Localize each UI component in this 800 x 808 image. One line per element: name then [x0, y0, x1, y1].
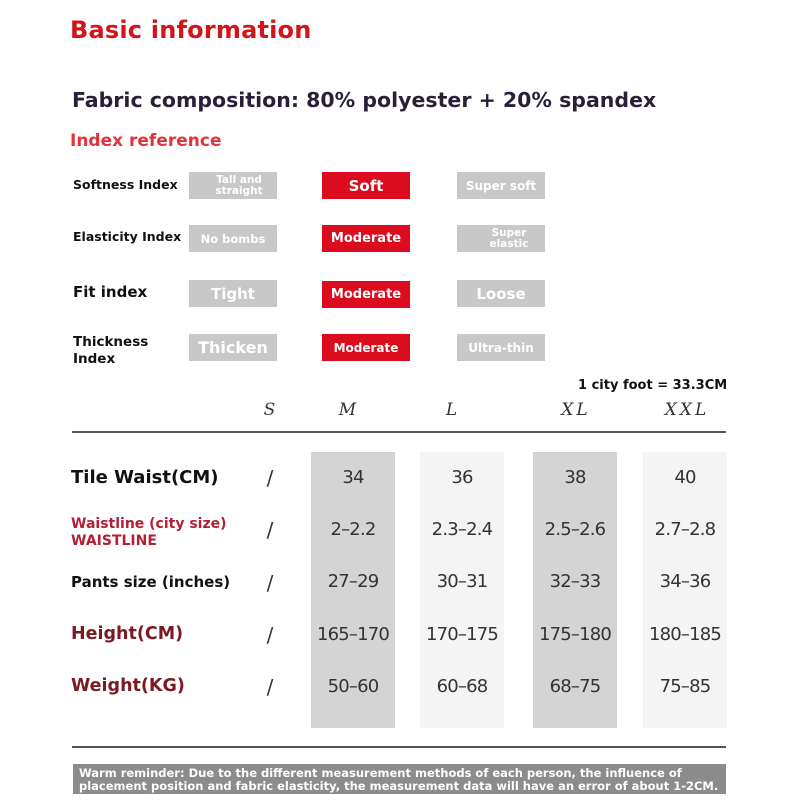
cell-l: 60–68: [436, 676, 488, 697]
elasticity-index-label: Elasticity Index: [73, 229, 182, 244]
thickness-low: Thicken: [189, 334, 277, 361]
elasticity-high: Super elastic: [457, 225, 545, 252]
index-reference-title: Index reference: [70, 131, 222, 151]
size-header-m: M: [338, 400, 360, 420]
row-label-pants-size: Pants size (inches): [71, 573, 231, 591]
fit-low: Tight: [189, 280, 277, 307]
row-label-waistline: [71, 516, 227, 550]
table-top-rule: [72, 431, 726, 433]
waistline-label: Waistline (city size): [71, 516, 227, 532]
row-label-tile-waist: Tile Waist(CM): [71, 467, 219, 488]
softness-mid: Soft: [322, 172, 410, 199]
cell-xl: 175–180: [538, 624, 612, 645]
cell-m: 27–29: [327, 571, 379, 592]
fit-high: Loose: [457, 280, 545, 307]
size-header-xl: XL: [561, 400, 591, 420]
cell-xxl: 2.7–2.8: [654, 519, 716, 540]
cell-xl: 68–75: [549, 676, 601, 697]
cell-s: /: [266, 623, 274, 647]
size-header-s: S: [263, 400, 279, 420]
row-label-weight: Weight(KG): [71, 676, 185, 696]
cell-l: 170–175: [425, 624, 499, 645]
cell-m: 2–2.2: [330, 519, 376, 540]
fit-mid: Moderate: [322, 281, 410, 308]
softness-low: Tall and straight: [189, 172, 277, 199]
cell-s: /: [266, 518, 274, 542]
cell-s: /: [266, 675, 274, 699]
cell-xxl: 34–36: [659, 571, 711, 592]
cell-m: 165–170: [316, 624, 390, 645]
cell-l: 2.3–2.4: [431, 519, 493, 540]
cell-xl: 38: [564, 467, 586, 488]
table-bottom-rule: [72, 746, 726, 748]
page-title: Basic information: [70, 16, 312, 44]
thickness-index-label: Thickness Index: [73, 334, 149, 367]
elasticity-mid: Moderate: [322, 225, 410, 252]
softness-index-label: Softness Index: [73, 177, 178, 192]
fit-index-label: Fit index: [73, 283, 148, 301]
cell-l: 30–31: [436, 571, 488, 592]
thickness-mid: Moderate: [322, 334, 410, 361]
unit-note: 1 city foot = 33.3CM: [578, 378, 728, 393]
row-label-height: Height(CM): [71, 624, 184, 644]
cell-xxl: 40: [674, 467, 696, 488]
waistline-label-caps: WAISTLINE: [71, 533, 157, 549]
cell-m: 34: [342, 467, 364, 488]
cell-m: 50–60: [327, 676, 379, 697]
warm-reminder: Warm reminder: Due to the different measurement methods of each person, the influence of placement position and fabric elasticity, the measurement data will have an error of about 1-2CM.: [73, 764, 726, 794]
fabric-composition: Fabric composition: 80% polyester + 20% spandex: [72, 88, 657, 112]
thickness-high: Ultra-thin: [457, 334, 545, 361]
cell-s: /: [266, 571, 274, 595]
size-header-xxl: XXL: [664, 400, 710, 420]
cell-xl: 32–33: [549, 571, 601, 592]
cell-xxl: 180–185: [648, 624, 722, 645]
size-header-l: L: [445, 400, 461, 420]
elasticity-low: No bombs: [189, 225, 277, 252]
cell-xl: 2.5–2.6: [544, 519, 606, 540]
softness-high: Super soft: [457, 172, 545, 199]
cell-xxl: 75–85: [659, 676, 711, 697]
cell-l: 36: [451, 467, 473, 488]
cell-s: /: [266, 466, 274, 490]
